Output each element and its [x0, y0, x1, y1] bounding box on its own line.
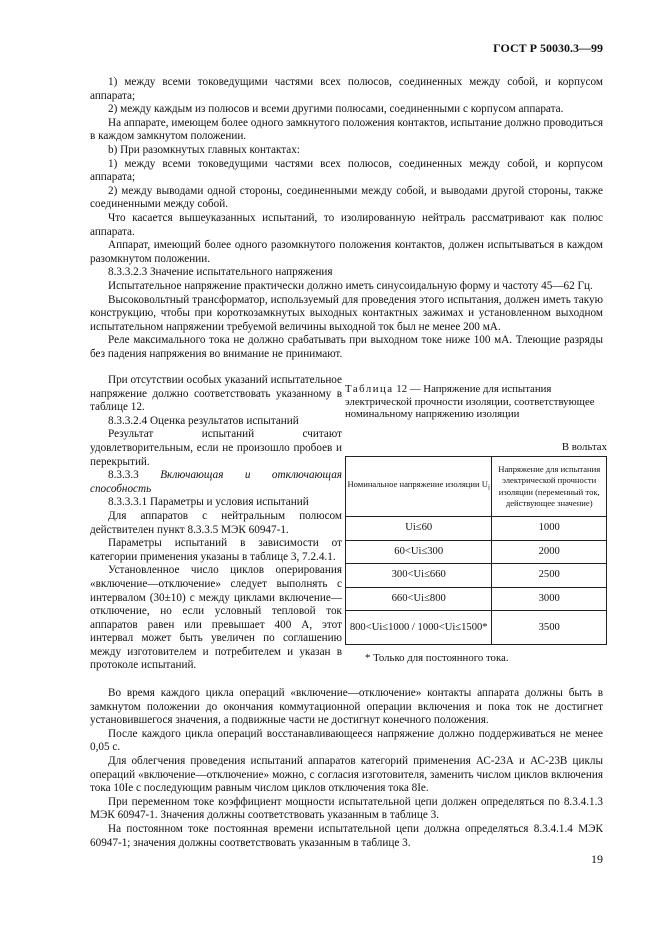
table-caption: — Напряжение для испытания электрической прочности изоляции, соответствующее номинальному напряжению изоляции: [345, 383, 595, 420]
page-number: 19: [591, 852, 603, 866]
paragraph: Для облегчения проведения испытаний аппаратов категорий применения АС-23А и АС-23В циклы операций «включение—отключение» можно, с согласия изготовителя, заменить числом циклов включения тока 10Ie с последующим равным числом циклов отключения тока 8Ie.: [90, 754, 603, 795]
table-cell: 300<Ui≤660: [346, 564, 492, 588]
paragraph: Высоковольтный трансформатор, используемый для проведения этого испытания, должен иметь такую конструкцию, чтобы при короткозамкнутых выходных контактных зажимах и установленном выходном испытательном напряжении требуемой величины выходной ток был не менее 200 мА.: [90, 293, 603, 333]
paragraph: Что касается вышеуказанных испытаний, то изолированную нейтраль рассматривают как полюс аппарата.: [90, 211, 603, 238]
left-column-text: [90, 374, 342, 673]
section-heading: 8.3.3.2.4 Оценка результатов испытаний: [108, 414, 299, 427]
table-row: [346, 587, 607, 611]
paragraph: Результат испытаний считают удовлетворительным, если не произошло пробоев и перекрытий.: [90, 428, 342, 468]
section-heading: 8.3.3.2.3 Значение испытательного напряжения: [108, 266, 333, 279]
paragraph: При переменном токе коэффициент мощности испытательной цепи должен определяться по 8.3.4.1.3 МЭК 60947-1. Значения должны соответствовать указанным в таблице 3.: [90, 795, 603, 822]
table-title: [345, 383, 607, 421]
table-cell: 660<Ui≤800: [346, 587, 492, 611]
table-cell: 800<Ui≤1000 / 1000<Ui≤1500*: [346, 611, 492, 645]
section-title: Включающая и отключающая способность: [90, 469, 342, 495]
table-units: В вольтах: [561, 441, 607, 453]
paragraph: 2) между выводами одной стороны, соединенными между собой, и выводами другой стороны, также соединенными между собой.: [90, 184, 603, 211]
table-cell: Ui≤60: [346, 517, 492, 541]
paragraph: 2) между каждым из полюсов и всеми другими полюсами, соединенными с корпусом аппарата.: [108, 103, 564, 116]
paragraph: После каждого цикла операций восстанавливающееся напряжение должно поддерживаться не менее 0,05 с.: [90, 727, 603, 754]
section-heading: 8.3.3.3.1 Параметры и условия испытаний: [108, 496, 309, 509]
table-cell: 3500: [492, 611, 607, 645]
paragraph: На постоянном токе постоянная времени испытательной цепи должна определяться 8.3.4.1.4 МЭК 60947-1; значения должны соответствовать указанным в таблице 3.: [90, 822, 603, 849]
table-footnote: * Только для постоянного тока.: [365, 652, 509, 664]
table-cell: 60<Ui≤300: [346, 540, 492, 564]
paragraph: b) При разомкнутых главных контактах:: [108, 143, 300, 156]
paragraph: Испытательное напряжение практически должно иметь синусоидальную форму и частоту 45—62 Гц.: [108, 279, 593, 292]
table-label: Таблица: [345, 383, 394, 395]
document-header: ГОСТ Р 50030.3—99: [493, 41, 603, 55]
table-row: [346, 611, 607, 645]
paragraph: 1) между всеми токоведущими частями всех полюсов, соединенных между собой, и корпусом аппарата;: [90, 157, 603, 184]
table-cell: 2000: [492, 540, 607, 564]
paragraph: Аппарат, имеющий более одного разомкнутого положения контактов, должен испытываться в каждом разомкнутом положении.: [90, 239, 603, 265]
paragraph: Параметры испытаний в зависимости от категории применения указаны в таблице 3, 7.2.4.1.: [90, 537, 342, 563]
column-header-rated-voltage: Номинальное напряжение изоляции $U_i$: [346, 457, 492, 517]
paragraph: На аппарате, имеющем более одного замкнутого положения контактов, испытание должно проводиться в каждом замкнутом положении.: [90, 116, 603, 143]
bottom-text-block: [90, 687, 603, 850]
section-number: 8.3.3.3: [108, 469, 139, 482]
paragraph: 1) между всеми токоведущими частями всех полюсов, соединенных между собой, и корпусом аппарата;: [90, 76, 603, 102]
table-row: [346, 517, 607, 541]
table-cell: 3000: [492, 587, 607, 611]
column-header-test-voltage: Напряжение для испытания электрической прочности изоляции (переменный ток, действующее значение): [492, 457, 607, 517]
table-cell: 2500: [492, 564, 607, 588]
paragraph: Во время каждого цикла операций «включение—отключение» контакты аппарата должны быть в замкнутом положении до окончания коммутационной операции включения и пока ток не достигнет установившегося значения, а подвижные части не достигнут конечного положения.: [90, 687, 603, 727]
table-row: [346, 564, 607, 588]
table-cell: 1000: [492, 517, 607, 541]
paragraph: Для аппаратов с нейтральным полюсом действителен пункт 8.3.3.5 МЭК 60947-1.: [90, 509, 342, 536]
voltage-table: [345, 456, 607, 645]
paragraph: Реле максимального тока не должно срабатывать при выходном токе ниже 100 мА. Тлеющие разряды без падения напряжения во внимание не принимают.: [90, 334, 603, 360]
table-header-row: [346, 457, 607, 517]
paragraph: При отсутствии особых указаний испытательное напряжение должно соответствовать указанному в таблице 12.: [90, 374, 342, 414]
top-text-block: [90, 76, 603, 361]
section-heading: [90, 469, 342, 496]
paragraph: Установленное число циклов оперирования «включение—отключение» следует выполнять с интервалом (30±10) с между циклами включение—отключение, но если условный тепловой ток аппаратов равен или превышает 400 А, этот интервал может быть увеличен по соглашению между изготовителем и потребителем и указан в протоколе испытаний.: [90, 564, 342, 672]
table-number: 12: [396, 383, 408, 395]
table-row: [346, 540, 607, 564]
